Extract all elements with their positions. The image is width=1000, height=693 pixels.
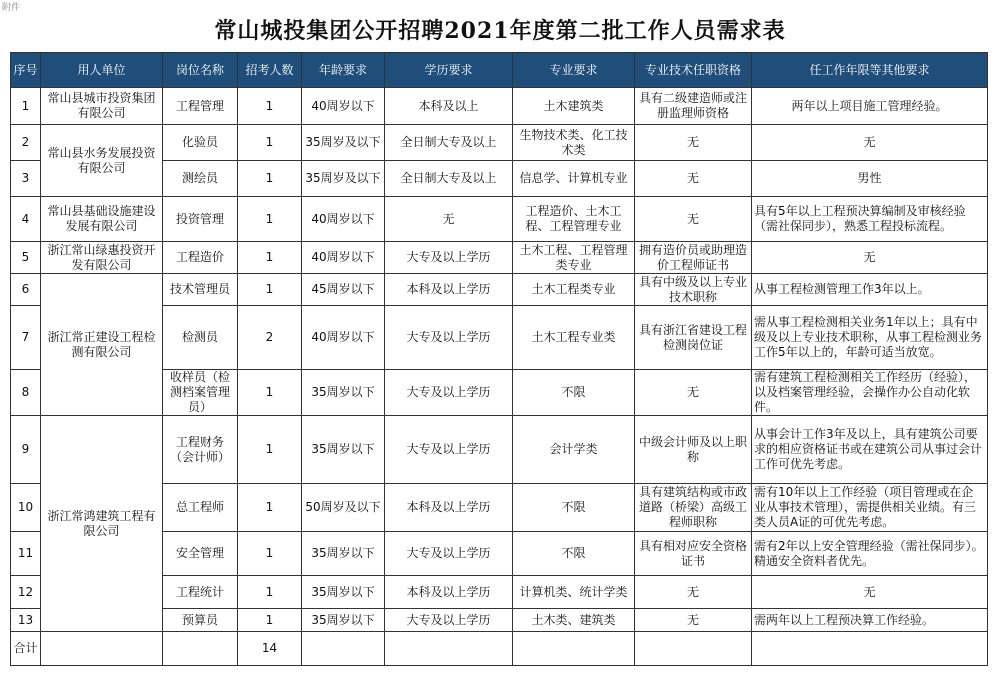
education-cell: 全日制大专及以上 bbox=[385, 125, 513, 161]
major-cell: 土木工程专业类 bbox=[513, 306, 635, 370]
major-cell: 会计学类 bbox=[513, 416, 635, 484]
count-cell: 1 bbox=[238, 88, 302, 125]
education-cell: 本科及以上学历 bbox=[385, 484, 513, 532]
qualification-cell: 无 bbox=[635, 576, 752, 609]
major-cell: 计算机类、统计学类 bbox=[513, 576, 635, 609]
col-header: 学历要求 bbox=[385, 53, 513, 88]
post-cell: 工程统计 bbox=[163, 576, 238, 609]
other-requirements-cell: 两年以上项目施工管理经验。 bbox=[752, 88, 988, 125]
row-number: 13 bbox=[11, 609, 41, 632]
empty-cell bbox=[635, 632, 752, 666]
other-requirements-cell: 需两年以上工程预决算工作经验。 bbox=[752, 609, 988, 632]
table-row bbox=[11, 125, 988, 161]
qualification-cell: 拥有造价员或助理造价工程师证书 bbox=[635, 242, 752, 274]
empty-cell bbox=[752, 632, 988, 666]
col-header: 招考人数 bbox=[238, 53, 302, 88]
row-number: 9 bbox=[11, 416, 41, 484]
post-cell: 安全管理 bbox=[163, 532, 238, 576]
row-number: 7 bbox=[11, 306, 41, 370]
other-requirements-cell: 需有2年以上安全管理经验（需社保同步）。精通安全资料者优先。 bbox=[752, 532, 988, 576]
employer-cell: 常山县水务发展投资有限公司 bbox=[41, 125, 163, 197]
qualification-cell: 中级会计师及以上职称 bbox=[635, 416, 752, 484]
post-cell: 总工程师 bbox=[163, 484, 238, 532]
table-row bbox=[11, 88, 988, 125]
other-requirements-cell: 需有建筑工程检测相关工作经历（经验），以及档案管理经验，会操作办公自动化软件。 bbox=[752, 370, 988, 416]
age-cell: 35周岁及以下 bbox=[302, 125, 385, 161]
age-cell: 35周岁以下 bbox=[302, 370, 385, 416]
count-cell: 1 bbox=[238, 532, 302, 576]
col-header: 专业技术任职资格 bbox=[635, 53, 752, 88]
employer-cell: 常山县城市投资集团有限公司 bbox=[41, 88, 163, 125]
other-requirements-cell: 从事工程检测管理工作3年以上。 bbox=[752, 274, 988, 306]
other-requirements-cell: 需从事工程检测相关业务1年以上；具有中级及以上专业技术职称，从事工程检测业务工作5年以上的，年龄可适当放宽。 bbox=[752, 306, 988, 370]
count-cell: 1 bbox=[238, 576, 302, 609]
post-cell: 技术管理员 bbox=[163, 274, 238, 306]
age-cell: 35周岁以下 bbox=[302, 576, 385, 609]
qualification-cell: 具有相对应安全资格证书 bbox=[635, 532, 752, 576]
major-cell: 土木建筑类 bbox=[513, 88, 635, 125]
qualification-cell: 具有建筑结构或市政道路（桥梁）高级工程师职称 bbox=[635, 484, 752, 532]
post-cell: 工程造价 bbox=[163, 242, 238, 274]
age-cell: 35周岁以下 bbox=[302, 532, 385, 576]
row-number: 4 bbox=[11, 197, 41, 242]
empty-cell bbox=[385, 632, 513, 666]
qualification-cell: 无 bbox=[635, 609, 752, 632]
count-cell: 1 bbox=[238, 484, 302, 532]
count-cell: 1 bbox=[238, 242, 302, 274]
major-cell: 不限 bbox=[513, 484, 635, 532]
post-cell: 检测员 bbox=[163, 306, 238, 370]
row-number: 8 bbox=[11, 370, 41, 416]
total-count: 14 bbox=[238, 632, 302, 666]
empty-cell bbox=[41, 632, 163, 666]
age-cell: 45周岁以下 bbox=[302, 274, 385, 306]
education-cell: 大专及以上学历 bbox=[385, 370, 513, 416]
qualification-cell: 具有二级建造师或注册监理师资格 bbox=[635, 88, 752, 125]
age-cell: 40周岁以下 bbox=[302, 242, 385, 274]
post-cell: 工程管理 bbox=[163, 88, 238, 125]
attachment-mark: 附件 bbox=[2, 3, 21, 13]
col-header: 任工作年限等其他要求 bbox=[752, 53, 988, 88]
age-cell: 40周岁以下 bbox=[302, 306, 385, 370]
education-cell: 无 bbox=[385, 197, 513, 242]
table-row bbox=[11, 416, 988, 484]
count-cell: 1 bbox=[238, 197, 302, 242]
post-cell: 测绘员 bbox=[163, 161, 238, 197]
count-cell: 2 bbox=[238, 306, 302, 370]
other-requirements-cell: 无 bbox=[752, 125, 988, 161]
col-header: 用人单位 bbox=[41, 53, 163, 88]
col-header: 岗位名称 bbox=[163, 53, 238, 88]
major-cell: 生物技术类、化工技术类 bbox=[513, 125, 635, 161]
col-header: 年龄要求 bbox=[302, 53, 385, 88]
total-label: 合计 bbox=[11, 632, 41, 666]
post-cell: 工程财务（会计师） bbox=[163, 416, 238, 484]
row-number: 6 bbox=[11, 274, 41, 306]
major-cell: 不限 bbox=[513, 370, 635, 416]
page-title: 常山城投集团公开招聘2021年度第二批工作人员需求表 bbox=[214, 18, 786, 44]
education-cell: 大专及以上学历 bbox=[385, 416, 513, 484]
age-cell: 35周岁以下 bbox=[302, 416, 385, 484]
col-header: 序号 bbox=[11, 53, 41, 88]
qualification-cell: 具有浙江省建设工程检测岗位证 bbox=[635, 306, 752, 370]
count-cell: 1 bbox=[238, 370, 302, 416]
education-cell: 大专及以上学历 bbox=[385, 609, 513, 632]
other-requirements-cell: 男性 bbox=[752, 161, 988, 197]
count-cell: 1 bbox=[238, 274, 302, 306]
table-row bbox=[11, 197, 988, 242]
major-cell: 土木类、建筑类 bbox=[513, 609, 635, 632]
count-cell: 1 bbox=[238, 161, 302, 197]
row-number: 2 bbox=[11, 125, 41, 161]
qualification-cell: 无 bbox=[635, 125, 752, 161]
education-cell: 大专及以上学历 bbox=[385, 306, 513, 370]
major-cell: 不限 bbox=[513, 532, 635, 576]
empty-cell bbox=[302, 632, 385, 666]
count-cell: 1 bbox=[238, 416, 302, 484]
qualification-cell: 具有中级及以上专业技术职称 bbox=[635, 274, 752, 306]
major-cell: 工程造价、土木工程、工程管理专业 bbox=[513, 197, 635, 242]
table-row bbox=[11, 274, 988, 306]
other-requirements-cell: 无 bbox=[752, 242, 988, 274]
row-number: 11 bbox=[11, 532, 41, 576]
employer-cell: 浙江常正建设工程检测有限公司 bbox=[41, 274, 163, 416]
age-cell: 35周岁及以下 bbox=[302, 161, 385, 197]
age-cell: 40周岁以下 bbox=[302, 197, 385, 242]
row-number: 5 bbox=[11, 242, 41, 274]
row-number: 12 bbox=[11, 576, 41, 609]
major-cell: 土木工程类专业 bbox=[513, 274, 635, 306]
row-number: 10 bbox=[11, 484, 41, 532]
table-row bbox=[11, 242, 988, 274]
post-cell: 投资管理 bbox=[163, 197, 238, 242]
empty-cell bbox=[513, 632, 635, 666]
education-cell: 大专及以上学历 bbox=[385, 242, 513, 274]
post-cell: 收样员（检测档案管理员） bbox=[163, 370, 238, 416]
other-requirements-cell: 需有10年以上工作经验（项目管理或在企业从事技术管理），需提供相关业绩。有三类人员A证的可优先考虑。 bbox=[752, 484, 988, 532]
count-cell: 1 bbox=[238, 609, 302, 632]
qualification-cell: 无 bbox=[635, 197, 752, 242]
education-cell: 本科及以上学历 bbox=[385, 274, 513, 306]
employer-cell: 浙江常鸿建筑工程有限公司 bbox=[41, 416, 163, 632]
education-cell: 本科及以上学历 bbox=[385, 576, 513, 609]
post-cell: 预算员 bbox=[163, 609, 238, 632]
major-cell: 信息学、计算机专业 bbox=[513, 161, 635, 197]
count-cell: 1 bbox=[238, 125, 302, 161]
header-row bbox=[11, 53, 988, 88]
employer-cell: 常山县基础设施建设发展有限公司 bbox=[41, 197, 163, 242]
row-number: 3 bbox=[11, 161, 41, 197]
total-row bbox=[11, 632, 988, 666]
recruitment-table bbox=[10, 52, 988, 666]
employer-cell: 浙江常山绿惠投资开发有限公司 bbox=[41, 242, 163, 274]
qualification-cell: 无 bbox=[635, 161, 752, 197]
other-requirements-cell: 具有5年以上工程预决算编制及审核经验（需社保同步），熟悉工程投标流程。 bbox=[752, 197, 988, 242]
qualification-cell: 无 bbox=[635, 370, 752, 416]
other-requirements-cell: 从事会计工作3年及以上，具有建筑公司要求的相应资格证书或在建筑公司从事过会计工作可优先考虑。 bbox=[752, 416, 988, 484]
age-cell: 50周岁及以下 bbox=[302, 484, 385, 532]
education-cell: 大专及以上学历 bbox=[385, 532, 513, 576]
col-header: 专业要求 bbox=[513, 53, 635, 88]
major-cell: 土木工程、工程管理类专业 bbox=[513, 242, 635, 274]
education-cell: 本科及以上 bbox=[385, 88, 513, 125]
age-cell: 40周岁以下 bbox=[302, 88, 385, 125]
other-requirements-cell: 无 bbox=[752, 576, 988, 609]
education-cell: 全日制大专及以上 bbox=[385, 161, 513, 197]
empty-cell bbox=[163, 632, 238, 666]
age-cell: 35周岁以下 bbox=[302, 609, 385, 632]
row-number: 1 bbox=[11, 88, 41, 125]
post-cell: 化验员 bbox=[163, 125, 238, 161]
